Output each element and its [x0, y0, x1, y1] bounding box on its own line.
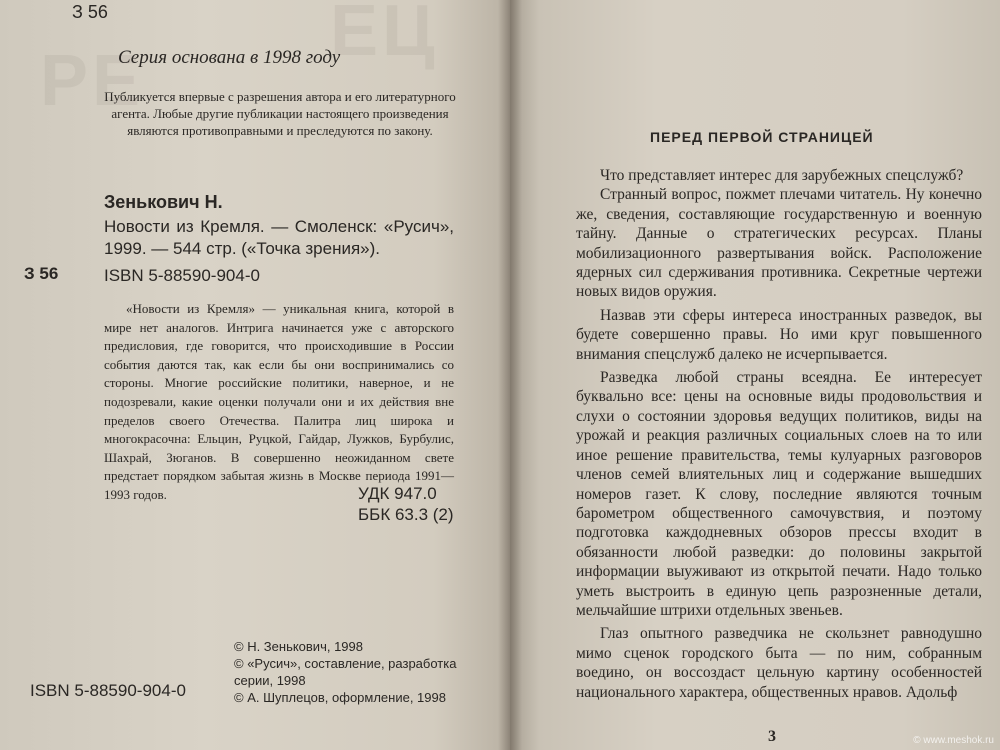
isbn-bottom: ISBN 5-88590-904-0 — [30, 681, 186, 700]
author-name: Зенькович Н. — [104, 192, 223, 212]
show-through-decoration: ЕЦ — [330, 0, 439, 71]
bibliographic-entry: Новости из Кремля. — Смоленск: «Русич», 1999. — 544 стр. («Точка зрения»). — [104, 217, 454, 258]
publication-notice: Публикуется впервые с разрешения автора и его литературного агента. Любые другие публикации настоящего произведения являются противоправными и преследуются по закону. — [104, 89, 456, 138]
copyright-line: © А. Шуплецов, оформление, 1998 — [234, 690, 446, 705]
bbk-code: ББК 63.3 (2) — [358, 505, 454, 524]
chapter-body — [576, 166, 982, 706]
copyright-block — [234, 638, 474, 706]
watermark: © www.meshok.ru — [913, 735, 994, 746]
catalog-code-side: З 56 — [24, 264, 59, 283]
body-paragraph: Разведка любой страны всеядна. Ее интересует буквально все: цены на основные виды продовольствия и слухи о состоянии здоровья ведущих политиков, виды на урожай и реакция различных социальных слоев на то или иное решение правительства, темы кулуарных разговоров членов семей влиятельных лиц и содержание вышедших номеров газет. К слову, последние являются точным барометром общественного самочувствия, и поэтому подготовка каждодневных обзоров прессы входит в обязанности любой разведки: до половины закрытой информации выуживают из открытой печати. Надо только уметь выстроить в единую цепь разрозненные детали, мельчайшие штрихи отдельных звеньев. — [576, 369, 982, 619]
catalog-code-top: З 56 — [72, 2, 108, 22]
body-paragraph: Назвав эти сферы интереса иностранных разведок, вы будете совершенно правы. Но ими круг повышенного внимания спецслужб далеко не исчерпывается. — [576, 306, 982, 363]
page-number: 3 — [768, 728, 776, 745]
series-note: Серия основана в 1998 году — [118, 47, 341, 68]
classification-block — [358, 483, 454, 525]
body-paragraph: Глаз опытного разведчика не скользнет равнодушно мимо сценок городского быта — по ним, собранным воедино, он воссоздаст цельную картину особенностей национального характера, общественных нравов. Адольф — [576, 625, 982, 701]
body-paragraph: Странный вопрос, пожмет плечами читатель. Ну конечно же, сведения, составляющие государственную и военную тайну. Данные о стратегических ресурсах. Планы мобилизационного развертывания войск. Расположение ядерных сил сдерживания противника. Секретные чертежи новых видов оружия. — [576, 186, 982, 301]
copyright-line: © «Русич», составление, разработка серии, 1998 — [234, 656, 457, 688]
udk-code: УДК 947.0 — [358, 484, 437, 503]
isbn-entry: ISBN 5-88590-904-0 — [104, 266, 260, 285]
copyright-line: © Н. Зенькович, 1998 — [234, 639, 363, 654]
book-annotation: «Новости из Кремля» — уникальная книга, которой в мире нет аналогов. Интрига начинается уже с авторского предисловия, где говорится, что происходившие в России события даются так, как если бы они воспринимались со стороны. Многие российские политики, наверное, и не подозревали, какие оценки получали они и их действия вне пределов своего Отечества. Палитра лиц широка и многокрасочна: Ельцин, Руцкой, Гайдар, Лужков, Бурбулис, Шахрай, Зюганов. В совершенно неожиданном свете предстает порядком забытая жизнь в Москве периода 1991—1993 годов. — [104, 301, 454, 502]
chapter-heading: ПЕРЕД ПЕРВОЙ СТРАНИЦЕЙ — [650, 129, 874, 145]
right-page — [510, 0, 1000, 750]
book-gutter — [498, 0, 522, 750]
show-through-decoration-2: РЕ — [40, 41, 145, 121]
body-paragraph: Что представляет интерес для зарубежных спецслужб? — [600, 167, 964, 184]
